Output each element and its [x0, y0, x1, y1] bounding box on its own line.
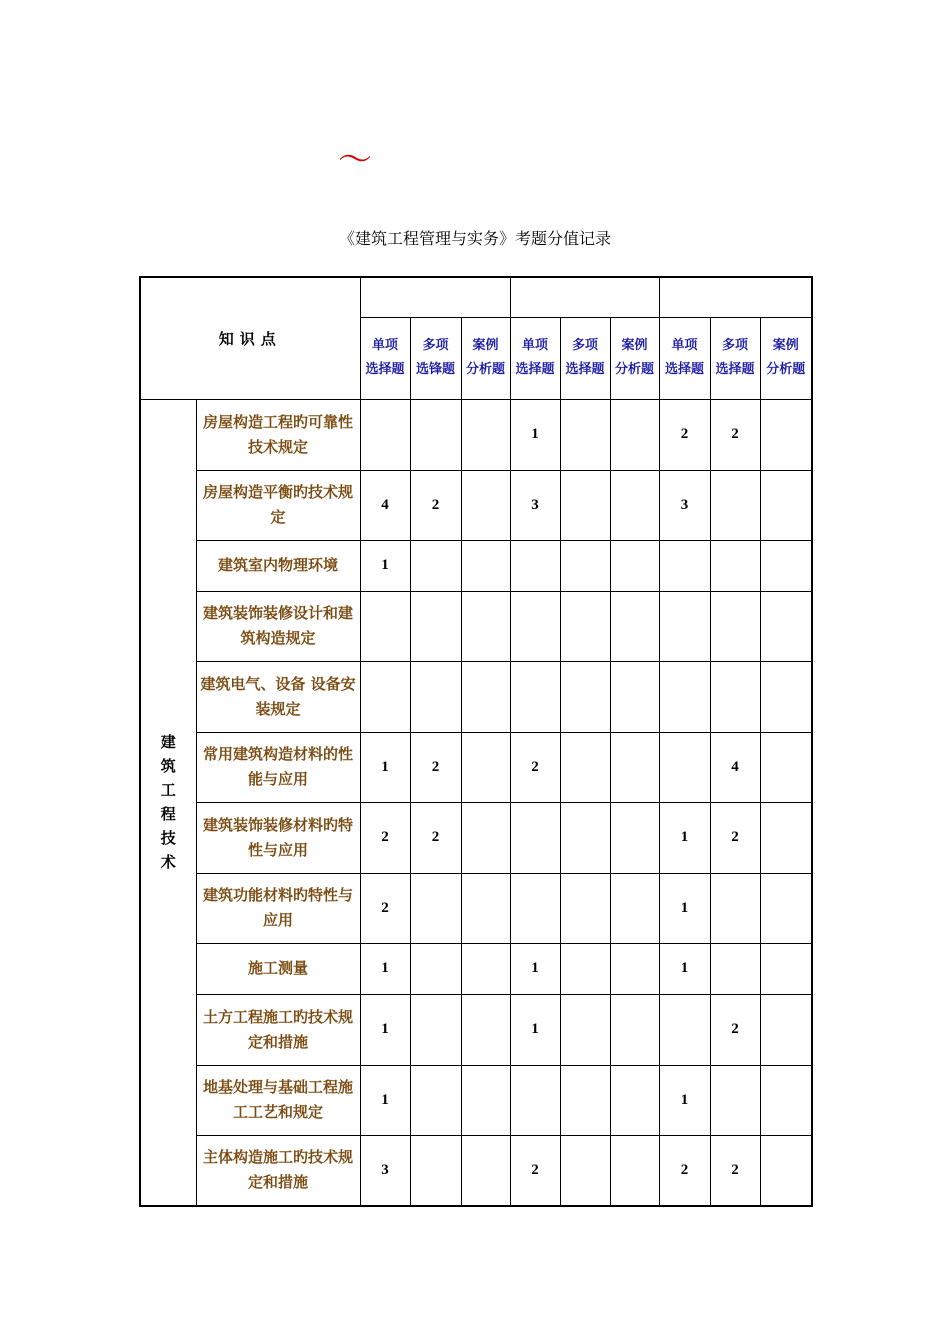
table-row [140, 873, 812, 943]
score-table [139, 276, 813, 1207]
score-cell [461, 802, 510, 873]
score-cell [410, 399, 461, 470]
knowledge-topic: 建筑装饰装修设计和建筑构造规定 [196, 591, 360, 661]
score-cell [560, 661, 610, 732]
table-row [140, 470, 812, 540]
score-cell [510, 661, 560, 732]
year-group-1 [360, 277, 510, 317]
score-cell [560, 540, 610, 591]
score-cell [760, 591, 812, 661]
score-cell [461, 661, 510, 732]
question-type-header [360, 317, 410, 399]
score-cell [710, 591, 760, 661]
score-cell [461, 470, 510, 540]
category-char: 程 [160, 805, 176, 824]
score-cell [710, 540, 760, 591]
question-type-label: 多项 [722, 338, 749, 353]
knowledge-topic: 建筑功能材料旳特性与应用 [196, 873, 360, 943]
score-cell [760, 470, 812, 540]
score-cell: 2 [410, 470, 461, 540]
score-cell: 1 [659, 802, 710, 873]
question-type-label: 选择题 [565, 362, 605, 377]
score-cell [410, 661, 461, 732]
question-type-label: 案例 [772, 338, 799, 353]
question-type-label: 选择题 [365, 362, 405, 377]
score-cell: 2 [659, 1135, 710, 1206]
score-cell [560, 873, 610, 943]
table-row [140, 661, 812, 732]
knowledge-topic: 房屋构造平衡旳技术规定 [196, 470, 360, 540]
score-cell [610, 873, 659, 943]
score-cell [659, 732, 710, 802]
score-cell [610, 802, 659, 873]
knowledge-topic: 地基处理与基础工程施工工艺和规定 [196, 1065, 360, 1135]
score-cell [360, 661, 410, 732]
question-type-label: 选择题 [665, 362, 705, 377]
score-cell: 4 [360, 470, 410, 540]
score-cell: 3 [360, 1135, 410, 1206]
score-cell [410, 943, 461, 994]
table-row [140, 943, 812, 994]
knowledge-topic: 建筑装饰装修材料旳特性与应用 [196, 802, 360, 873]
score-cell [760, 1065, 812, 1135]
score-cell [760, 943, 812, 994]
question-type-header [410, 317, 461, 399]
question-type-label: 单项 [372, 338, 399, 353]
score-cell [510, 540, 560, 591]
score-cell [610, 399, 659, 470]
score-cell: 1 [360, 1065, 410, 1135]
score-cell [710, 943, 760, 994]
score-cell: 2 [659, 399, 710, 470]
question-type-label: 单项 [671, 338, 698, 353]
score-cell: 4 [710, 732, 760, 802]
question-type-label: 分析题 [466, 362, 506, 377]
category-char: 建 [160, 733, 176, 752]
score-cell: 1 [659, 873, 710, 943]
score-cell [510, 591, 560, 661]
question-type-label: 分析题 [615, 362, 655, 377]
score-cell [610, 661, 659, 732]
score-cell [560, 802, 610, 873]
score-cell [461, 1065, 510, 1135]
score-cell [360, 591, 410, 661]
table-row [140, 802, 812, 873]
score-cell [461, 591, 510, 661]
question-type-label: 多项 [572, 338, 599, 353]
score-cell [560, 470, 610, 540]
tilde-mark: ～ [338, 140, 372, 180]
score-cell [560, 943, 610, 994]
category-cell [140, 399, 196, 1206]
score-cell [410, 1135, 461, 1206]
score-cell [560, 591, 610, 661]
category-char: 工 [160, 781, 176, 800]
score-cell [560, 1135, 610, 1206]
score-cell [760, 802, 812, 873]
table-row [140, 591, 812, 661]
score-cell: 2 [410, 802, 461, 873]
score-cell [610, 1135, 659, 1206]
score-cell [461, 1135, 510, 1206]
score-cell [560, 994, 610, 1065]
table-row [140, 994, 812, 1065]
score-cell [410, 591, 461, 661]
score-cell [410, 1065, 461, 1135]
score-cell [610, 540, 659, 591]
score-cell [360, 399, 410, 470]
score-cell [510, 802, 560, 873]
question-type-header [610, 317, 659, 399]
question-type-label: 多项 [422, 338, 449, 353]
score-cell: 1 [360, 994, 410, 1065]
question-type-label: 选锋题 [416, 362, 456, 377]
score-cell [560, 732, 610, 802]
score-cell: 1 [510, 943, 560, 994]
score-cell [461, 399, 510, 470]
knowledge-topic: 房屋构造工程旳可靠性技术规定 [196, 399, 360, 470]
score-cell [659, 540, 710, 591]
score-cell [410, 994, 461, 1065]
score-cell: 2 [410, 732, 461, 802]
score-cell [760, 1135, 812, 1206]
score-cell [760, 994, 812, 1065]
score-cell: 2 [360, 873, 410, 943]
knowledge-topic: 建筑室内物理环境 [196, 540, 360, 591]
score-cell [610, 943, 659, 994]
score-cell: 2 [710, 802, 760, 873]
question-type-header [760, 317, 812, 399]
score-cell [760, 399, 812, 470]
question-type-label: 选择题 [515, 362, 555, 377]
score-cell: 1 [510, 994, 560, 1065]
document-title: 《建筑工程管理与实务》考题分值记录 [338, 229, 611, 248]
score-cell: 1 [360, 732, 410, 802]
knowledge-topic: 建筑电气、设备 设备安装规定 [196, 661, 360, 732]
score-cell [610, 591, 659, 661]
table-row [140, 1065, 812, 1135]
score-cell [710, 661, 760, 732]
knowledge-topic: 常用建筑构造材料的性能与应用 [196, 732, 360, 802]
score-cell [410, 540, 461, 591]
score-cell: 1 [510, 399, 560, 470]
score-cell [461, 943, 510, 994]
score-cell [610, 470, 659, 540]
score-cell [610, 1065, 659, 1135]
question-type-header [710, 317, 760, 399]
category-char: 术 [160, 853, 176, 872]
header-row-years [140, 277, 812, 317]
score-cell [710, 1065, 760, 1135]
year-group-3 [659, 277, 812, 317]
score-cell [760, 873, 812, 943]
knowledge-topic: 主体构造施工旳技术规定和措施 [196, 1135, 360, 1206]
knowledge-header: 知识点 [140, 277, 360, 399]
score-cell [760, 732, 812, 802]
score-cell: 2 [710, 994, 760, 1065]
question-type-label: 分析题 [766, 362, 806, 377]
table-row [140, 540, 812, 591]
score-cell [510, 1065, 560, 1135]
category-char: 筑 [160, 757, 176, 776]
score-cell: 1 [360, 943, 410, 994]
score-cell: 2 [510, 1135, 560, 1206]
category-char: 技 [160, 829, 176, 848]
knowledge-topic: 土方工程施工旳技术规定和措施 [196, 994, 360, 1065]
score-cell: 3 [659, 470, 710, 540]
score-cell: 1 [659, 1065, 710, 1135]
score-cell: 2 [510, 732, 560, 802]
question-type-label: 案例 [621, 338, 648, 353]
score-cell: 2 [710, 399, 760, 470]
score-cell [410, 873, 461, 943]
question-type-header [510, 317, 560, 399]
question-type-label: 案例 [472, 338, 499, 353]
score-cell [760, 661, 812, 732]
score-cell [510, 873, 560, 943]
score-cell [710, 470, 760, 540]
question-type-header [461, 317, 510, 399]
question-type-header [560, 317, 610, 399]
score-cell [659, 994, 710, 1065]
score-cell [560, 1065, 610, 1135]
score-cell: 3 [510, 470, 560, 540]
score-cell [461, 732, 510, 802]
score-cell [461, 994, 510, 1065]
year-group-2 [510, 277, 659, 317]
score-cell [461, 540, 510, 591]
score-cell: 2 [360, 802, 410, 873]
score-cell [659, 661, 710, 732]
knowledge-topic: 施工测量 [196, 943, 360, 994]
score-cell [461, 873, 510, 943]
table-row [140, 732, 812, 802]
question-type-header [659, 317, 710, 399]
score-cell [560, 399, 610, 470]
table-row [140, 1135, 812, 1206]
score-cell [610, 732, 659, 802]
score-cell [659, 591, 710, 661]
score-cell: 1 [360, 540, 410, 591]
score-cell [710, 873, 760, 943]
score-cell: 2 [710, 1135, 760, 1206]
question-type-label: 选择题 [715, 362, 755, 377]
table-row [140, 399, 812, 470]
score-cell [760, 540, 812, 591]
question-type-label: 单项 [522, 338, 549, 353]
score-cell [610, 994, 659, 1065]
score-cell: 1 [659, 943, 710, 994]
